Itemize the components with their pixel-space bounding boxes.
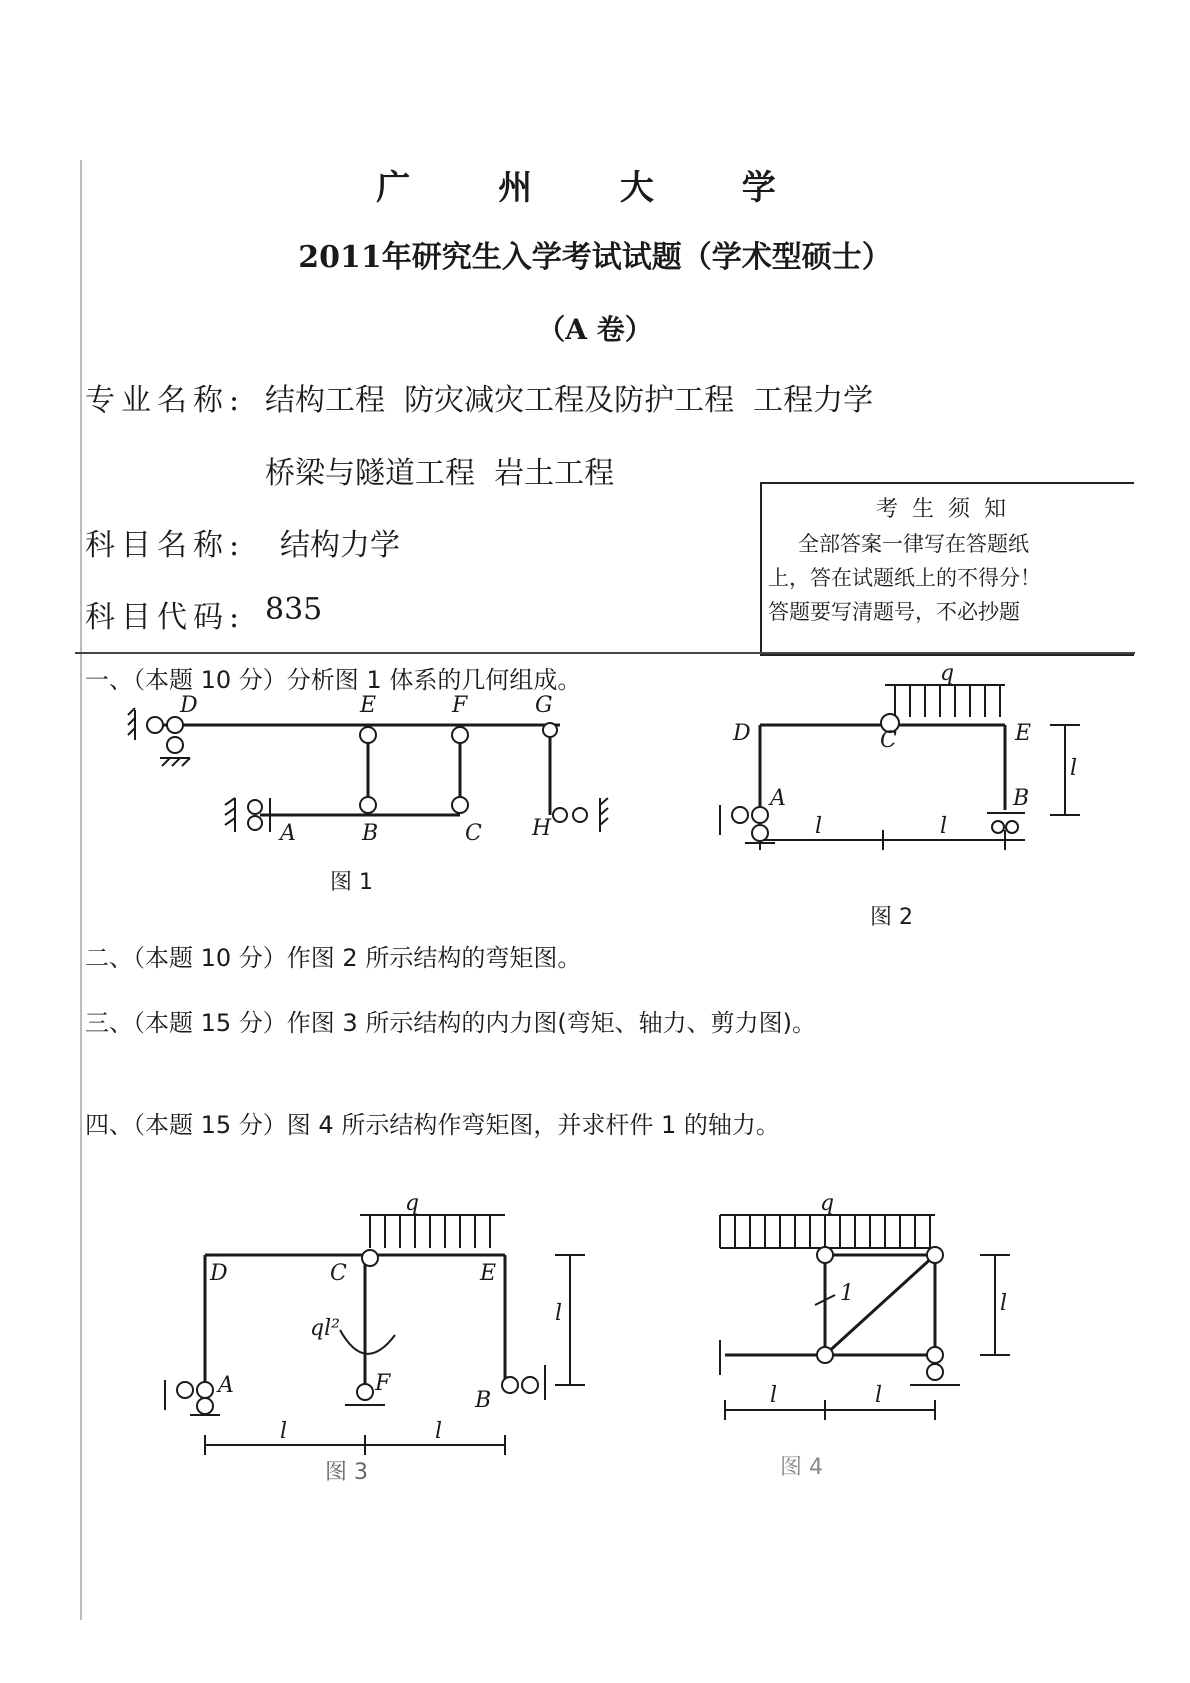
fig3-label-A: A xyxy=(218,1373,234,1398)
fig1-caption: 图 1 xyxy=(330,870,373,895)
fig3-label-B: B xyxy=(475,1388,492,1413)
fig3-caption: 图 3 xyxy=(325,1460,368,1485)
fig1-label-B: B xyxy=(362,821,379,846)
fig4-label-l2: l xyxy=(875,1383,883,1408)
question-2: 二、（本题 10 分）作图 2 所示结构的弯矩图。 xyxy=(85,944,582,972)
school-name: 广 州 大 学 xyxy=(376,168,814,208)
fig1-label-D: D xyxy=(180,693,198,718)
fig1-label-G: G xyxy=(535,693,553,718)
fig2-label-q: q xyxy=(940,665,955,686)
fig3-label-ql2: ql² xyxy=(310,1316,340,1341)
figure-4-diagram xyxy=(700,1170,1040,1450)
notice-title: 考生须知 xyxy=(875,497,1020,522)
code-value: 835 xyxy=(265,592,323,627)
fig2-label-D: D xyxy=(733,721,751,746)
question-3: 三、（本题 15 分）作图 3 所示结构的内力图(弯矩、轴力、剪力图)。 xyxy=(85,1009,817,1037)
fig2-label-l3: l xyxy=(1070,756,1078,781)
fig1-label-H: H xyxy=(532,816,552,841)
fig4-label-l1: l xyxy=(770,1383,778,1408)
major-line-2: 桥梁与隧道工程 岩土工程 xyxy=(265,456,615,491)
fig3-label-E: E xyxy=(480,1261,497,1286)
exam-title: 2011年研究生入学考试试题（学术型硕士） xyxy=(298,240,892,275)
paper-version: （A 卷） xyxy=(537,313,653,346)
question-4: 四、（本题 15 分）图 4 所示结构作弯矩图，并求杆件 1 的轴力。 xyxy=(85,1111,780,1139)
scan-edge-line xyxy=(80,160,82,1620)
fig2-label-B: B xyxy=(1013,786,1030,811)
notice-line-2: 上，答在试题纸上的不得分！ xyxy=(768,566,1041,590)
fig4-label-q: q xyxy=(820,1191,835,1216)
fig4-caption: 图 4 xyxy=(780,1455,823,1480)
fig1-label-C: C xyxy=(465,821,482,846)
divider-line xyxy=(75,652,1135,654)
fig1-label-F: F xyxy=(452,693,468,718)
fig2-label-l1: l xyxy=(815,814,823,839)
fig2-label-l2: l xyxy=(940,814,948,839)
subject-value: 结构力学 xyxy=(280,528,400,563)
major-label: 专业名称: xyxy=(85,383,246,418)
fig3-label-q: q xyxy=(405,1191,420,1216)
fig2-caption: 图 2 xyxy=(870,905,913,930)
fig2-label-E: E xyxy=(1015,721,1032,746)
candidate-notice-box xyxy=(760,482,1134,656)
fig4-label-1: 1 xyxy=(840,1281,854,1306)
fig3-label-F: F xyxy=(375,1371,391,1396)
notice-line-3: 答题要写清题号，不必抄题 xyxy=(768,600,1020,624)
fig1-label-A: A xyxy=(280,821,296,846)
fig3-label-l2: l xyxy=(435,1419,443,1444)
fig3-label-l1: l xyxy=(280,1419,288,1444)
subject-label: 科目名称: xyxy=(85,528,246,563)
fig3-label-C: C xyxy=(330,1261,347,1286)
figure-1-diagram xyxy=(120,690,640,870)
figure-3-diagram xyxy=(160,1170,620,1470)
fig3-label-D: D xyxy=(210,1261,228,1286)
fig2-label-C: C xyxy=(880,728,897,753)
code-label: 科目代码: xyxy=(85,600,246,635)
major-line-1: 结构工程 防灾减灾工程及防护工程 工程力学 xyxy=(265,383,874,418)
fig4-label-l3: l xyxy=(1000,1291,1008,1316)
figure-2-diagram xyxy=(715,665,1135,905)
fig3-label-l3: l xyxy=(555,1301,563,1326)
notice-line-1: 全部答案一律写在答题纸 xyxy=(798,532,1029,556)
fig1-label-E: E xyxy=(360,693,377,718)
fig2-label-A: A xyxy=(770,786,786,811)
question-1: 一、（本题 10 分）分析图 1 体系的几何组成。 xyxy=(85,666,582,694)
